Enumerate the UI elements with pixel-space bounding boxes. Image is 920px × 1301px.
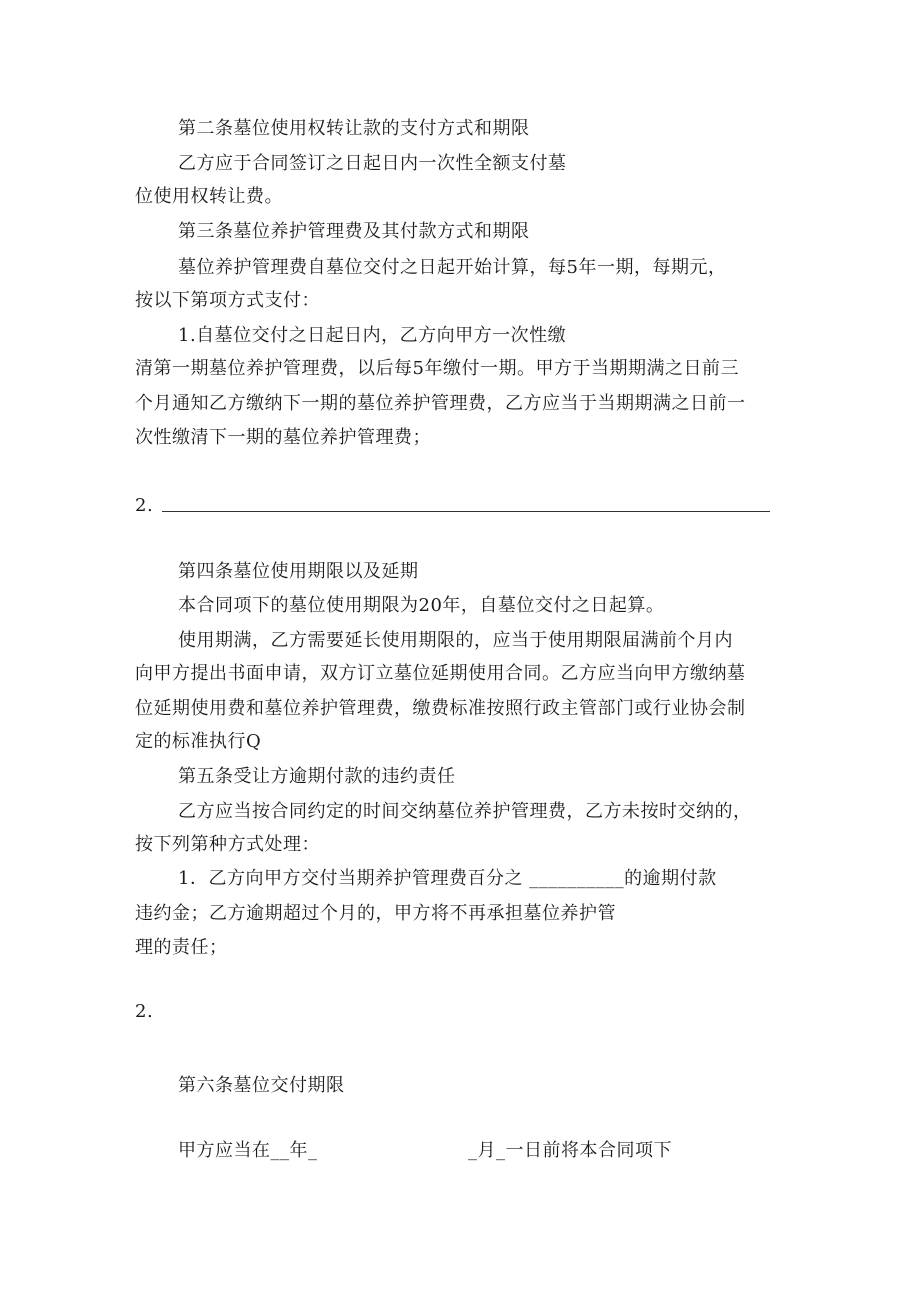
paragraph-line: 向甲方提出书面申请，双方订立墓位延期使用合同。乙方应当向甲方缴纳墓 bbox=[135, 663, 746, 684]
article-5-heading: 第五条受让方逾期付款的违约责任 bbox=[178, 766, 456, 787]
paragraph-line: 清第一期墓位养护管理费，以后每5年缴付一期。甲方于当期期满之日前三 bbox=[135, 358, 739, 379]
paragraph-line: 理的责任； bbox=[135, 937, 228, 958]
paragraph-line: _月_一日前将本合同项下 bbox=[468, 1140, 672, 1161]
paragraph-line: 本合同项下的墓位使用期限为20年，自墓位交付之日起算。 bbox=[178, 595, 665, 616]
paragraph-line: 位使用权转让费。 bbox=[135, 186, 283, 207]
paragraph-line: 按下列第种方式处理： bbox=[135, 834, 320, 855]
list-item-1: 1．乙方向甲方交付当期养护管理费百分之 __________的逾期付款 bbox=[178, 868, 717, 889]
list-item-1: 1.自墓位交付之日起日内，乙方向甲方一次性缴 bbox=[178, 325, 567, 346]
paragraph-line: 个月通知乙方缴纳下一期的墓位养护管理费，乙方应当于当期期满之日前一 bbox=[135, 393, 746, 414]
article-3-heading: 第三条墓位养护管理费及其付款方式和期限 bbox=[178, 221, 530, 242]
paragraph-line: 位延期使用费和墓位养护管理费，缴费标准按照行政主管部门或行业协会制 bbox=[135, 698, 746, 719]
article-6-heading: 第六条墓位交付期限 bbox=[178, 1075, 345, 1096]
paragraph-line: 乙方应于合同签订之日起日内一次性全额支付墓 bbox=[178, 153, 567, 174]
paragraph-line: 次性缴清下一期的墓位养护管理费； bbox=[135, 427, 431, 448]
paragraph-line: 使用期满，乙方需要延长使用期限的，应当于使用期限届满前个月内 bbox=[178, 630, 733, 651]
article-2-heading: 第二条墓位使用权转让款的支付方式和期限 bbox=[178, 118, 530, 139]
blank-underline bbox=[162, 511, 770, 512]
paragraph-line: 乙方应当按合同约定的时间交纳墓位养护管理费，乙方未按时交纳的， bbox=[178, 801, 752, 822]
list-item-2: 2. bbox=[135, 495, 154, 516]
article-4-heading: 第四条墓位使用期限以及延期 bbox=[178, 561, 419, 582]
list-item-2: 2. bbox=[135, 1001, 154, 1022]
paragraph-line: 定的标准执行Q bbox=[135, 731, 262, 752]
paragraph-line: 按以下第项方式支付： bbox=[135, 290, 320, 311]
paragraph-line: 甲方应当在__年_ bbox=[178, 1140, 318, 1161]
paragraph-line: 违约金；乙方逾期超过个月的，甲方将不再承担墓位养护管 bbox=[135, 903, 616, 924]
paragraph-line: 墓位养护管理费自墓位交付之日起开始计算，每5年一期，每期元， bbox=[178, 257, 727, 278]
